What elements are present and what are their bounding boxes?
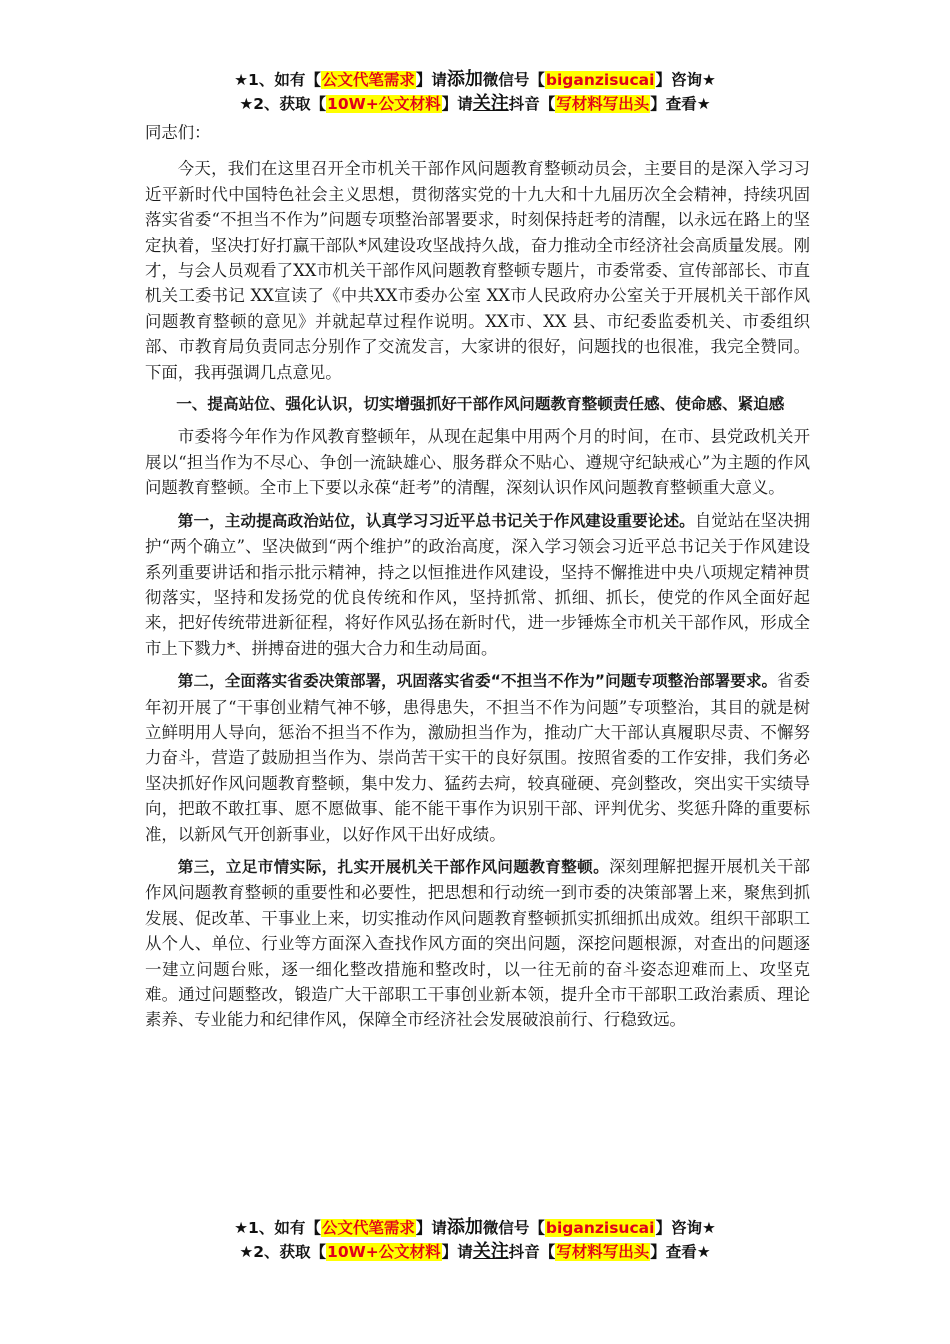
banner-emphasis: 添加 (446, 1217, 483, 1238)
point-two-paragraph (145, 668, 810, 847)
point-three-text: 深刻理解把握开展机关干部作风问题教育整顿的重要性和必要性，把思想和行动统一到市委的决策部署上来，聚焦到抓发展、促改革、干事业上来，切实推动作风问题教育整顿抓实抓细抓出成效。组织干部职工从个人、单位、行业等方面深入查找作风方面的突出问题，深挖问题根源，对查出的问题逐一建立问题台账，逐一细化整改措施和整改时，以一往无前的奋斗姿态迎难而上、攻坚克难。通过问题整改，锻造广大干部职工干事创业新本领，提升全市干部职工政治素质、理论素养、专业能力和纪律作风，保障全市经济社会发展破浪前行、行稳致远。 (145, 856, 810, 1030)
highlight-douyin: 写材料写出头 (556, 95, 650, 113)
salutation: 同志们： (145, 123, 211, 142)
banner-line-2 (0, 92, 950, 116)
highlight-douyin: 写材料写出头 (556, 1243, 650, 1261)
highlight-materials: 10W+公文材料 (327, 1243, 441, 1261)
point-one-paragraph (145, 508, 810, 661)
banner-text: ★2、获取【 (239, 95, 327, 113)
banner-text: 】咨询★ (655, 1219, 716, 1237)
banner-line-1 (0, 68, 950, 92)
banner-line-1 (0, 1216, 950, 1240)
section-heading: 一、提高站位、强化认识，切实增强抓好干部作风问题教育整顿责任感、使命感、紧迫感 (176, 395, 785, 414)
banner-text: 】请 (441, 95, 473, 113)
banner-emphasis: 关注 (472, 1241, 509, 1262)
point-one-title: 第一，主动提高政治站位，认真学习习近平总书记关于作风建设重要论述。 (177, 511, 695, 530)
banner-text: 微信号【 (482, 71, 545, 89)
banner-text: 抖音【 (508, 95, 556, 113)
banner-text: 】请 (415, 1219, 447, 1237)
point-one-text: 自觉站在坚决拥护“两个确立”、坚决做到“两个维护”的政治高度，深入学习领会习近平总书记关于作风建设系列重要讲话和指示批示精神，持之以恒推进作风建设，坚持不懈推进中央八项规定精神贯彻落实，坚持和发扬党的优良传统和作风，坚持抓常、抓细、抓长，使党的作风全面好起来，把好传统带进新征程，将好作风弘扬在新时代，进一步锤炼全市机关干部作风，形成全市上下戮力*、拼搏奋进的强大合力和生动局面。 (145, 510, 810, 658)
header-banner (0, 68, 950, 116)
highlight-wechat-id: biganzisucai (545, 1219, 655, 1237)
banner-text: ★1、如有【 (234, 1219, 321, 1237)
banner-text: 】请 (441, 1243, 473, 1261)
banner-text: 微信号【 (482, 1219, 545, 1237)
point-two-text: 省委年初开展了“干事创业精气神不够，患得患失，不担当不作为问题”专项整治，其目的就是树立鲜明用人导向，惩治不担当不作为，激励担当作为，推动广大干部认真履职尽责、不懈努力奋斗，营造了鼓励担当作为、崇尚苦干实干的良好氛围。按照省委的工作安排，我们务必坚决抓好作风问题教育整顿，集中发力、猛药去疴，较真碰硬、亮剑整改，突出实干实绩导向，把敢不敢扛事、愿不愿做事、能不能干事作为识别干部、评判优劣、奖惩升降的重要标准，以新风气开创新事业，以好作风干出好成绩。 (145, 671, 811, 844)
banner-text: ★2、获取【 (239, 1243, 327, 1261)
banner-emphasis: 添加 (446, 69, 483, 90)
banner-text: 】咨询★ (655, 71, 716, 89)
highlight-service: 公文代笔需求 (321, 1219, 415, 1237)
banner-text: ★1、如有【 (234, 71, 321, 89)
point-three-title: 第三，立足市情实际，扎实开展机关干部作风问题教育整顿。 (177, 857, 610, 876)
banner-text: 】请 (415, 71, 447, 89)
point-three-paragraph (145, 854, 810, 1033)
point-two-title: 第二，全面落实省委决策部署，巩固落实省委“不担当不作为”问题专项整治部署要求。 (177, 672, 778, 691)
footer-banner (0, 1216, 950, 1264)
banner-text: 】查看★ (650, 95, 711, 113)
banner-text: 】查看★ (650, 1243, 711, 1261)
document-body (145, 120, 810, 1040)
intro-paragraph: 今天，我们在这里召开全市机关干部作风问题教育整顿动员会，主要目的是深入学习习近平新时代中国特色社会主义思想，贯彻落实党的十九大和十九届历次全会精神，持续巩固落实省委“不担当不作为”问题专项整治部署要求，时刻保持赶考的清醒，以永远在路上的坚定执着，坚决打好打赢干部队*风建设攻坚战持久战，奋力推动全市经济社会高质量发展。刚才，与会人员观看了XX市机关干部作风问题教育整顿专题片，市委常委、宣传部部长、市直机关工委书记 XX宣读了《中共XX市委办公室 XX市人民政府办公室关于开展机关干部作风问题教育整顿的意见》并就起草过程作说明。XX市、XX 县、市纪委监委机关、市委组织部、市教育局负责同志分别作了交流发言，大家讲的很好，问题找的也很准，我完全赞同。下面，我再强调几点意见。 (145, 159, 810, 382)
highlight-materials: 10W+公文材料 (327, 95, 441, 113)
banner-emphasis: 关注 (472, 93, 509, 114)
banner-text: 抖音【 (508, 1243, 556, 1261)
banner-line-2 (0, 1240, 950, 1264)
highlight-service: 公文代笔需求 (321, 71, 415, 89)
highlight-wechat-id: biganzisucai (545, 71, 655, 89)
section-paragraph: 市委将今年作为作风教育整顿年，从现在起集中用两个月的时间，在市、县党政机关开展以“担当作为不尽心、争创一流缺雄心、服务群众不贴心、遵规守纪缺戒心”为主题的作风问题教育整顿。全市上下要以永葆“赶考”的清醒，深刻认识作风问题教育整顿重大意义。 (145, 427, 810, 498)
